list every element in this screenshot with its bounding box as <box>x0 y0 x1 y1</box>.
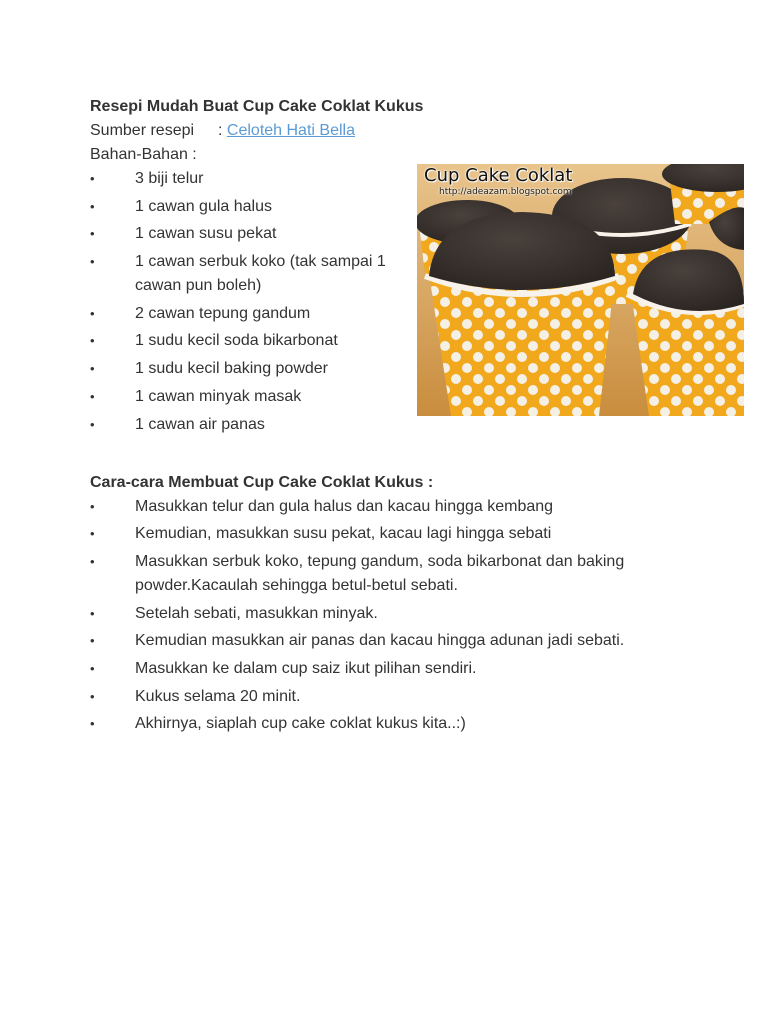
step-item-text: Masukkan serbuk koko, tepung gandum, soda bikarbonat dan baking powder.Kacaulah sehingga betul-betul sebati. <box>135 552 625 594</box>
step-item-text: Kemudian, masukkan susu pekat, kacau lagi hingga sebati <box>135 525 552 543</box>
ingredient-item <box>90 413 410 437</box>
bullet-mark: • <box>90 388 95 404</box>
step-item <box>90 550 680 598</box>
bullet-mark: • <box>90 226 95 242</box>
step-item <box>90 602 680 626</box>
source-link[interactable]: Celoteh Hati Bella <box>226 122 355 139</box>
ingredient-item-text: 1 sudu kecil soda bikarbonat <box>135 332 338 350</box>
bullet-mark: • <box>90 171 95 186</box>
step-item <box>90 629 680 653</box>
ingredient-item-text: 1 cawan serbuk koko (tak sampai 1 cawan pun boleh) <box>135 253 386 295</box>
bullet-mark: • <box>90 305 95 321</box>
step-item <box>90 712 680 736</box>
ingredient-item <box>90 357 410 381</box>
step-item <box>90 495 680 519</box>
cupcake-illustration <box>417 164 744 416</box>
ingredient-item <box>90 167 410 191</box>
bullet-mark: • <box>90 716 95 732</box>
cupcake-photo <box>417 164 744 416</box>
source-label: Sumber resepi <box>90 122 195 139</box>
ingredient-item <box>90 250 410 298</box>
step-item-text: Setelah sebati, masukkan minyak. <box>135 604 378 622</box>
step-item-text: Masukkan ke dalam cup saiz ikut pilihan sendiri. <box>135 659 477 677</box>
ingredient-item-text: 1 cawan gula halus <box>135 197 272 215</box>
bullet-mark: • <box>90 198 95 214</box>
ingredient-item-text: 1 cawan minyak masak <box>135 387 302 405</box>
bullet-mark: • <box>90 361 95 377</box>
ingredient-item-text: 1 cawan susu pekat <box>135 225 277 243</box>
bullet-mark: • <box>90 416 95 432</box>
photo-caption: Cup Cake Coklat <box>424 165 573 186</box>
ingredients-heading: Bahan-Bahan : <box>90 146 197 163</box>
bullet-mark: • <box>90 660 95 676</box>
recipe-title: Resepi Mudah Buat Cup Cake Coklat Kukus <box>90 98 424 115</box>
bullet-mark: • <box>90 688 95 704</box>
ingredient-item <box>90 385 410 409</box>
source-line <box>90 119 750 143</box>
step-item <box>90 522 680 546</box>
bullet-mark: • <box>90 333 95 349</box>
step-item-text: Masukkan telur dan gula halus dan kacau hingga kembang <box>135 497 554 515</box>
photo-watermark-url: http://adeazam.blogspot.com <box>439 187 572 197</box>
bullet-mark: • <box>90 633 95 649</box>
bullet-mark: • <box>90 254 95 270</box>
ingredient-item-text: 1 cawan air panas <box>135 415 265 433</box>
ingredient-item-text: 1 sudu kecil baking powder <box>135 360 329 378</box>
ingredient-item <box>90 222 410 246</box>
bullet-mark: • <box>90 605 95 621</box>
bullet-mark: • <box>90 526 95 542</box>
ingredient-item-text: 3 biji telur <box>135 170 204 187</box>
ingredient-item-text: 2 cawan tepung gandum <box>135 304 311 322</box>
ingredient-item <box>90 329 410 353</box>
source-separator: : <box>218 122 223 139</box>
step-item <box>90 685 680 709</box>
bullet-mark: • <box>90 553 95 569</box>
steps-heading: Cara-cara Membuat Cup Cake Coklat Kukus : <box>90 473 434 491</box>
step-item-text: Akhirnya, siaplah cup cake coklat kukus kita..:) <box>135 715 466 733</box>
step-item <box>90 657 680 681</box>
cupcake-front-center <box>425 212 619 416</box>
ingredient-item <box>90 195 410 219</box>
steps-list <box>90 495 680 737</box>
step-item-text: Kukus selama 20 minit. <box>135 687 301 705</box>
ingredient-item <box>90 302 410 326</box>
ingredients-list <box>90 167 410 437</box>
step-item-text: Kemudian masukkan air panas dan kacau hingga adunan jadi sebati. <box>135 632 625 650</box>
bullet-mark: • <box>90 498 95 514</box>
